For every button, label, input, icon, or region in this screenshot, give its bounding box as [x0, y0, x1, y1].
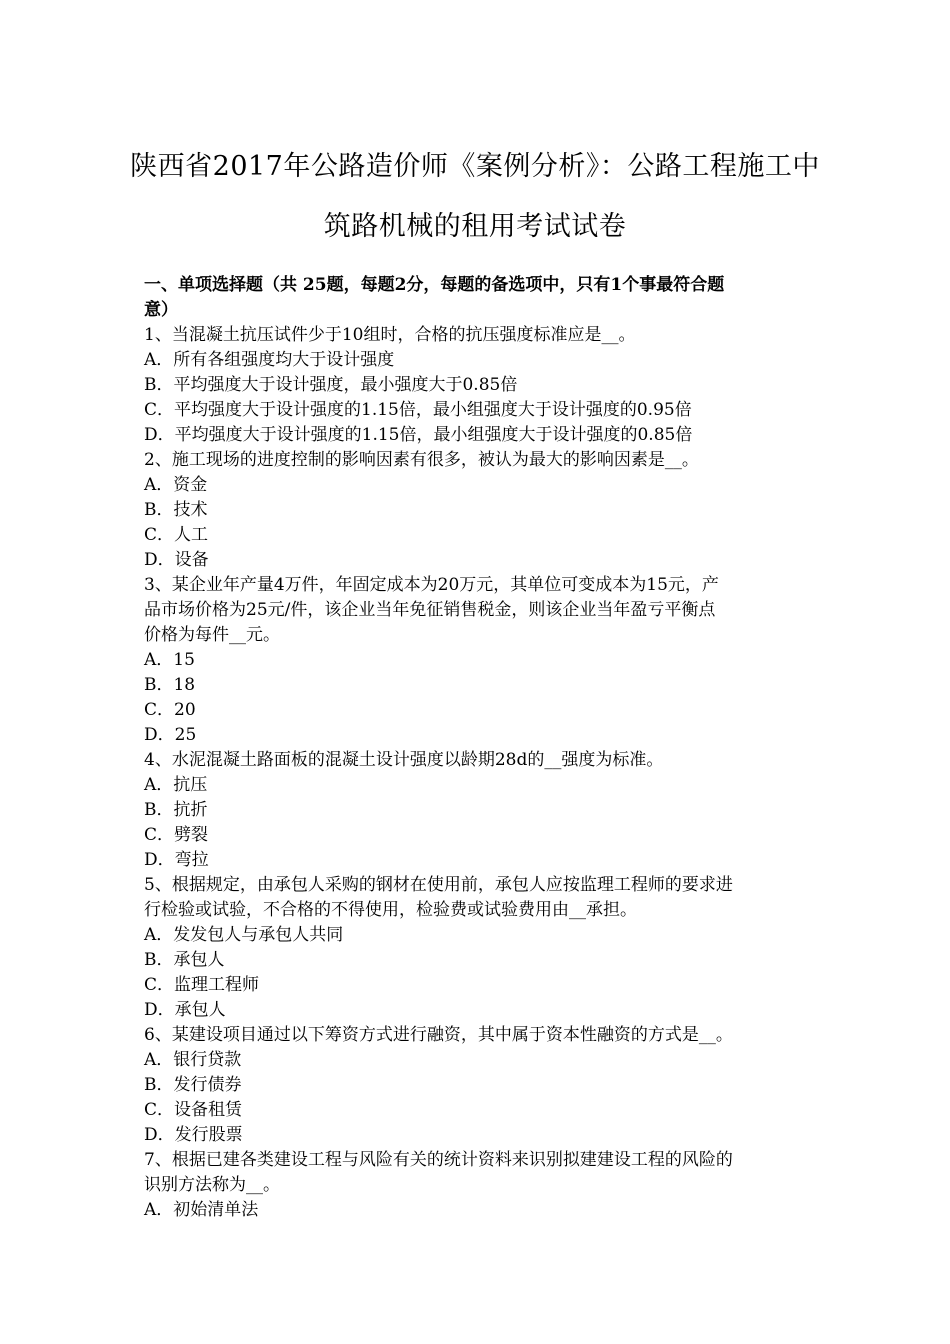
answer-option: A．15 [144, 650, 195, 670]
answer-option: C．20 [144, 700, 196, 720]
question-stem-line: 5、根据规定，由承包人采购的钢材在使用前，承包人应按监理工程师的要求进 [144, 875, 733, 895]
question-2 [144, 448, 808, 573]
answer-option: D．发行股票 [144, 1125, 243, 1145]
question-7 [144, 1148, 808, 1223]
question-stem-line: 4、水泥混凝土路面板的混凝土设计强度以龄期28d的__强度为标准。 [144, 750, 664, 770]
answer-option: A．银行贷款 [144, 1050, 242, 1070]
answer-option: A．所有各组强度均大于设计强度 [144, 350, 395, 370]
answer-option: C．平均强度大于设计强度的1.15倍，最小组强度大于设计强度的0.95倍 [144, 400, 692, 420]
question-stem-line: 行检验或试验，不合格的不得使用，检验费或试验费用由__承担。 [144, 900, 637, 920]
title-line-2: 筑路机械的租用考试试卷 [323, 211, 627, 242]
answer-option: A．抗压 [144, 775, 208, 795]
exam-content [144, 273, 808, 1223]
question-5 [144, 873, 808, 1023]
answer-option: D．弯拉 [144, 850, 209, 870]
question-stem-line: 1、当混凝土抗压试件少于10组时，合格的抗压强度标准应是__。 [144, 325, 636, 345]
answer-option: D．25 [144, 725, 197, 745]
answer-option: C．劈裂 [144, 825, 209, 845]
section-heading-line-1: 一、单项选择题（共 25题，每题2分，每题的备选项中，只有1个事最符合题 [144, 275, 725, 295]
answer-option: C．设备租赁 [144, 1100, 243, 1120]
question-stem-line: 品市场价格为25元/件，该企业当年免征销售税金，则该企业当年盈亏平衡点 [144, 600, 716, 620]
document-title [120, 137, 830, 257]
answer-option: D．承包人 [144, 1000, 226, 1020]
answer-option: B．技术 [144, 500, 208, 520]
answer-option: B．发行债券 [144, 1075, 242, 1095]
answer-option: D．设备 [144, 550, 209, 570]
answer-option: B．抗折 [144, 800, 208, 820]
question-4 [144, 748, 808, 873]
question-1 [144, 323, 808, 448]
answer-option: B．承包人 [144, 950, 225, 970]
question-stem-line: 6、某建设项目通过以下筹资方式进行融资，其中属于资本性融资的方式是__。 [144, 1025, 733, 1045]
answer-option: C．人工 [144, 525, 209, 545]
question-stem-line: 价格为每件__元。 [144, 625, 280, 645]
answer-option: B．平均强度大于设计强度，最小强度大于0.85倍 [144, 375, 518, 395]
question-stem-line: 7、根据已建各类建设工程与风险有关的统计资料来识别拟建建设工程的风险的 [144, 1150, 733, 1170]
answer-option: A．初始清单法 [144, 1200, 259, 1220]
question-stem-line: 3、某企业年产量4万件，年固定成本为20万元，其单位可变成本为15元，产 [144, 575, 719, 595]
question-list [144, 323, 808, 1223]
answer-option: C．监理工程师 [144, 975, 260, 995]
answer-option: A．资金 [144, 475, 208, 495]
question-stem-line: 2、施工现场的进度控制的影响因素有很多，被认为最大的影响因素是__。 [144, 450, 699, 470]
answer-option: D．平均强度大于设计强度的1.15倍，最小组强度大于设计强度的0.85倍 [144, 425, 693, 445]
answer-option: A．发发包人与承包人共同 [144, 925, 344, 945]
title-line-1: 陕西省2017年公路造价师《案例分析》：公路工程施工中 [130, 151, 820, 182]
question-stem-line: 识别方法称为__。 [144, 1175, 280, 1195]
answer-option: B．18 [144, 675, 196, 695]
section-heading-line-2: 意） [144, 300, 178, 320]
question-6 [144, 1023, 808, 1148]
question-3 [144, 573, 808, 748]
